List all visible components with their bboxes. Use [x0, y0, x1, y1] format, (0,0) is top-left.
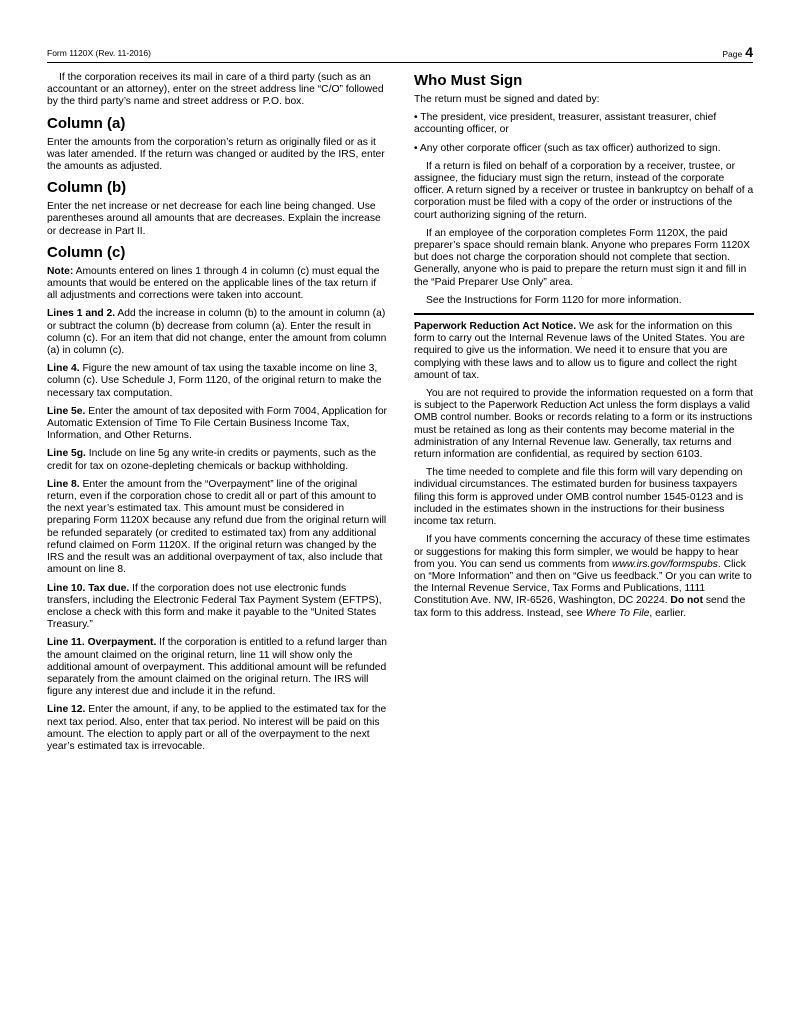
line-5g-label: Line 5g. — [47, 448, 86, 460]
receiver-paragraph: If a return is filed on behalf of a corporation by a receiver, trustee, or assignee, the fiduciary must sign the return, instead of the corporate officer. A return signed by a receiver or trustee in bankruptcy on behalf of a corporation must be filed with a copy of the order or instructions of the court authorizing signing of the return. — [414, 160, 754, 221]
comments-paragraph — [414, 534, 754, 619]
note-paragraph — [47, 266, 387, 303]
line-8-label: Line 8. — [47, 478, 80, 490]
comments-do-not: Do not — [670, 595, 704, 607]
line-4-label: Line 4. — [47, 363, 80, 375]
list-item: • The president, vice president, treasurer, assistant treasurer, chief accounting officer, or — [414, 112, 717, 136]
line-11-paragraph — [47, 637, 387, 698]
line-10-text: If the corporation does not use electronic funds transfers, including the Electronic Federal Tax Payment System (EFTPS), enclose a check with this form and make it payable to the “United States Treasury.” — [47, 582, 382, 631]
not-required-paragraph: You are not required to provide the information requested on a form that is subject to the Paperwork Reduction Act unless the form displays a valid OMB control number. Books or records relating to a form or its instructions must be retained as long as their contents may become material in the administration of any Internal Revenue law. Generally, tax returns and return information are confidential, as required by section 6103. — [414, 388, 754, 461]
page-indicator — [722, 44, 753, 60]
line-5g-text: Include on line 5g any write-in credits or payments, such as the credit for tax on ozone-depleting chemicals or backup withholding. — [47, 448, 377, 472]
line-10-paragraph — [47, 583, 387, 632]
line-11-label: Line 11. Overpayment. — [47, 637, 157, 649]
column-a-text: Enter the amounts from the corporation’s return as originally filed or as it was later amended. If the return was changed or audited by the IRS, enter the amounts as adjusted. — [47, 136, 385, 173]
column-b-heading: Column (b) — [47, 179, 127, 197]
where-to-file-reference: Where To File — [585, 607, 650, 619]
line-8-paragraph — [47, 479, 387, 577]
comments-text-2: . Click on “More Information” and then on “Give us feedback.” Or you can write to the Internal Revenue Service, Tax Forms and Publications, 1111 Constitution Ave. NW, IR-6526, Washington, DC 20224. — [414, 558, 752, 607]
comments-text-3: send the tax form to this address. Instead, see — [414, 595, 746, 619]
page-header — [47, 44, 753, 63]
comments-text-4: , earlier. — [649, 607, 687, 619]
lines-1-2-label: Lines 1 and 2. — [47, 308, 116, 320]
note-label: Note: — [47, 265, 74, 277]
line-5e-label: Line 5e. — [47, 405, 86, 417]
lines-1-2-text: Add the increase in column (b) to the amount in column (a) or subtract the column (b) decrease from column (a). Enter the result in column (c). For an item that did not change, enter the amount from column (a) in column (c). — [47, 308, 387, 357]
line-11-text: If the corporation is entitled to a refund larger than the amount claimed on the original return, line 11 will show only the additional amount of overpayment. This additional amount will be refunded separately from the amount claimed on the original return. The IRS will figure any interest due and include it in the refund. — [47, 637, 387, 698]
form-id: Form 1120X (Rev. 11-2016) — [47, 48, 151, 58]
time-needed-paragraph: The time needed to complete and file this form will vary depending on individual circumstances. The estimated burden for business taxpayers filing this form is approved under OMB control number 1545-0123 and is included in the estimates shown in the instructions for their business income tax return. — [414, 467, 744, 528]
comments-text-1: If you have comments concerning the accuracy of these time estimates or suggestions for making this form simpler, we would be happy to hear from you. You can send us comments from — [414, 534, 750, 570]
who-must-sign-heading: Who Must Sign — [414, 72, 523, 89]
line-5g-paragraph — [47, 448, 387, 472]
line-4-text: Figure the new amount of tax using the taxable income on line 3, column (c). Use Schedule J, Form 1120, of the original return to make the necessary tax computation. — [47, 363, 382, 399]
see-instructions-paragraph: See the Instructions for Form 1120 for more information. — [426, 294, 682, 306]
line-12-paragraph — [47, 704, 387, 753]
note-text: Amounts entered on lines 1 through 4 in column (c) must equal the amounts that would be entered on the applicable lines of the tax return if all adjustments and corrections were taken into account. — [47, 265, 380, 302]
left-column — [47, 72, 387, 759]
right-column — [414, 72, 754, 626]
employee-paragraph: If an employee of the corporation completes Form 1120X, the paid preparer’s space should remain blank. Anyone who prepares Form 1120X but does not charge the corporation should not complete that section. Generally, anyone who is paid to prepare the return must sign it and fill in the “Paid Preparer Use Only” area. — [414, 227, 750, 288]
line-12-label: Line 12. — [47, 704, 86, 716]
signer-list — [414, 112, 754, 155]
column-b-text: Enter the net increase or net decrease for each line being changed. Use parentheses around all amounts that are decreases. Explain the increase or decrease in Part II. — [47, 201, 381, 237]
lines-1-2-paragraph — [47, 308, 387, 357]
line-12-text: Enter the amount, if any, to be applied to the estimated tax for the next tax period. Also, enter that tax period. No interest will be paid on this amount. The election to apply part or all of the overpayment to the next year’s estimated tax is irrevocable. — [47, 704, 387, 752]
line-8-text: Enter the amount from the “Overpayment” line of the original return, even if the corporation chose to credit all or part of this amount to the next year’s estimated tax. This amount must be considered in preparing Form 1120X because any refund due from the original return will be refunded separately (or credited to estimated tax) from any additional refund claimed on Form 1120X. If the original return was changed by the IRS and the result was an additional overpayment of tax, also include that amount on line 8. — [47, 478, 387, 576]
page-label: Page — [722, 49, 743, 59]
paperwork-reduction-paragraph — [414, 321, 754, 382]
column-c-heading: Column (c) — [47, 243, 126, 261]
comments-url: www.irs.gov/formspubs — [612, 558, 718, 570]
section-divider — [414, 313, 754, 315]
paperwork-reduction-label: Paperwork Reduction Act Notice. — [414, 321, 577, 333]
page-number: 4 — [745, 44, 753, 60]
column-a-heading: Column (a) — [47, 114, 126, 132]
line-5e-text: Enter the amount of tax deposited with Form 7004, Application for Automatic Extension of Time To File Certain Business Income Tax, Information, and Other Returns. — [47, 405, 387, 442]
who-intro: The return must be signed and dated by: — [414, 94, 600, 105]
list-item: • Any other corporate officer (such as tax officer) authorized to sign. — [414, 142, 721, 154]
mailing-paragraph: If the corporation receives its mail in care of a third party (such as an accountant or an attorney), enter on the street address line “C/O” followed by the third party’s name and street address or P.O. box. — [47, 72, 384, 108]
line-4-paragraph — [47, 363, 387, 400]
line-5e-paragraph — [47, 406, 387, 443]
paperwork-reduction-text: We ask for the information on this form to carry out the Internal Revenue laws of the United States. You are required to give us the information. We need it to ensure that you are complying with these laws and to allow us to figure and collect the right amount of tax. — [414, 321, 745, 381]
line-10-label: Line 10. Tax due. — [47, 582, 130, 594]
